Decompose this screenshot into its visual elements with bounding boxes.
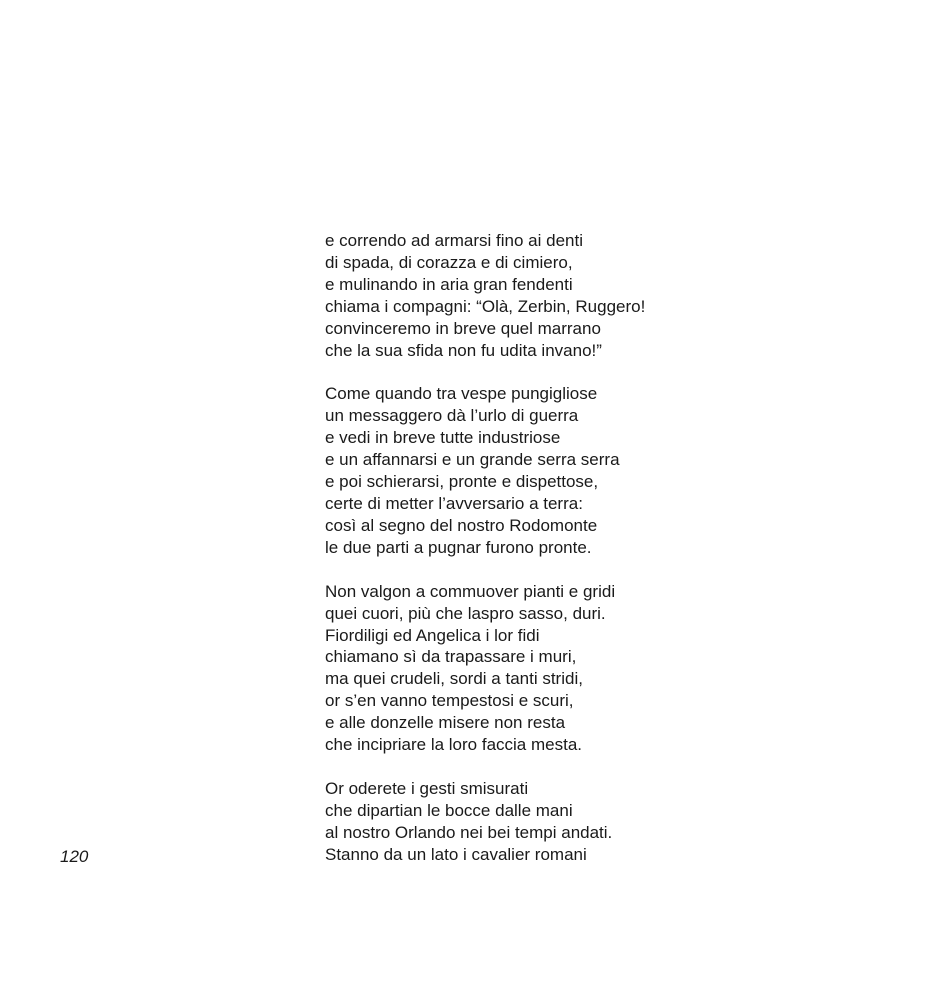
verse-line: e correndo ad armarsi fino ai denti [325,231,583,250]
verse-line: che la sua sfida non fu udita invano!” [325,340,602,360]
verse-line: chiama i compagni: “Olà, Zerbin, Ruggero! [325,296,646,316]
verse-line: convinceremo in breve quel marrano [325,318,601,338]
stanza-4 [325,778,745,866]
verse-line: ma quei crudeli, sordi a tanti stridi, [325,669,583,689]
verse-line: le due parti a pugnar furono pronte. [325,537,592,557]
stanza-2 [325,383,745,558]
verse-line: or s’en vanno tempestosi e scuri, [325,691,574,711]
verse-line: certe di metter l’avversario a terra: [325,493,583,513]
verse-line: quei cuori, più che laspro sasso, duri. [325,603,606,623]
stanza-3 [325,581,745,756]
verse-line: al nostro Orlando nei bei tempi andati. [325,822,613,842]
page-number: 120 [60,847,89,866]
verse-line: un messaggero dà l’urlo di guerra [325,406,579,426]
verse-line: Stanno da un lato i cavalier romani [325,844,587,864]
verse-line: che incipriare la loro faccia mesta. [325,735,583,755]
verse-line: e mulinando in aria gran fendenti [325,274,573,294]
verse-line: Come quando tra vespe pungigliose [325,384,598,404]
verse-line: chiamano sì da trapassare i muri, [325,647,577,667]
verse-line: e un affannarsi e un grande serra serra [325,450,620,470]
stanza-1 [325,230,745,361]
verse-line: Non valgon a commuover pianti e gridi [325,581,616,601]
verse-line: e vedi in breve tutte industriose [325,428,561,448]
verse-line: e poi schierarsi, pronte e dispettose, [325,472,599,492]
verse-line: e alle donzelle misere non resta [325,713,566,733]
verse-line: che dipartian le bocce dalle mani [325,800,573,820]
verse-line: Or oderete i gesti smisurati [325,778,529,798]
verse-line: di spada, di corazza e di cimiero, [325,252,573,272]
verse-line: Fiordiligi ed Angelica i lor fidi [325,625,540,645]
poem-body [325,230,745,888]
verse-line: così al segno del nostro Rodomonte [325,515,598,535]
